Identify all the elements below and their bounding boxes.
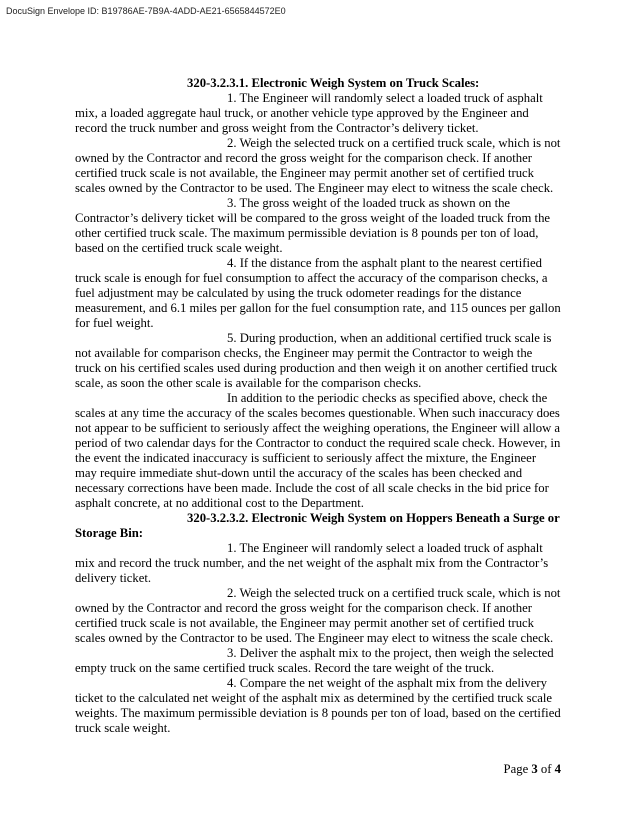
page-number [504,762,561,777]
paragraph-truck-2: 2. Weigh the selected truck on a certified truck scale, which is not owned by the Contractor and record the gross weight for the comparison check. If another certified truck scale is not available, the Engineer may permit another set of certified truck scales owned by the Contractor to be used. The Engineer may elect to witness the scale check. [75,136,561,195]
paragraph-hopper-2: 2. Weigh the selected truck on a certified truck scale, which is not owned by the Contractor and record the gross weight for the comparison check. If another certified truck scale is not available, the Engineer may permit another set of certified truck scales owned by the Contractor to be used. The Engineer may elect to witness the scale check. [75,586,561,645]
document-body [75,76,561,736]
paragraph-truck-4: 4. If the distance from the asphalt plant to the nearest certified truck scale is enough for fuel consumption to affect the accuracy of the comparison checks, a fuel adjustment may be calculated by using the truck odometer readings for the distance measurement, and 6.1 miles per gallon for the fuel consumption rate, and 115 ounces per gallon for fuel weight. [75,256,561,330]
section-heading-hoppers: 320-3.2.3.2. Electronic Weigh System on Hoppers Beneath a Surge or Storage Bin: [75,511,560,540]
page-of: of [540,762,552,776]
envelope-id: DocuSign Envelope ID: B19786AE-7B9A-4ADD-AE21-6565844572E0 [6,6,286,16]
paragraph-hopper-3: 3. Deliver the asphalt mix to the project, then weigh the selected empty truck on the same certified truck scales. Record the tare weight of the truck. [75,646,554,675]
paragraph-truck-5: 5. During production, when an additional certified truck scale is not available for comparison checks, the Engineer may permit the Contractor to weigh the truck on his certified scales used during production and then weigh it on another certified truck scale, as soon the other scale is available for the comparison checks. [75,331,558,390]
page-total: 4 [554,762,561,776]
paragraph-hopper-4: 4. Compare the net weight of the asphalt mix from the delivery ticket to the calculated net weight of the asphalt mix as determined by the certified truck scale weights. The maximum permissible deviation is 8 pounds per ton of load, based on the certified truck scale weight. [75,676,561,735]
paragraph-hopper-1: 1. The Engineer will randomly select a loaded truck of asphalt mix and record the truck number, and the net weight of the asphalt mix from the Contractor’s delivery ticket. [75,541,549,585]
page-word: Page [503,762,529,776]
paragraph-truck-1: 1. The Engineer will randomly select a loaded truck of asphalt mix, a loaded aggregate haul truck, or another vehicle type approved by the Engineer and record the truck number and gross weight from the Contractor’s delivery ticket. [75,91,543,135]
page-current: 3 [531,762,538,776]
section-heading-truck-scales: 320-3.2.3.1. Electronic Weigh System on Truck Scales: [187,76,480,90]
paragraph-truck-3: 3. The gross weight of the loaded truck as shown on the Contractor’s delivery ticket will be compared to the gross weight of the loaded truck from the other certified truck scale. The maximum permissible deviation is 8 pounds per ton of load, based on the certified truck scale weight. [75,196,551,255]
paragraph-periodic-checks: In addition to the periodic checks as specified above, check the scales at any time the accuracy of the scales becomes questionable. When such inaccuracy does not appear to be sufficient to seriously affect the weighing operations, the Engineer will allow a period of two calendar days for the Contractor to conduct the required scale check. However, in the event the indicated inaccuracy is sufficient to seriously affect the mixture, the Engineer may require immediate shut-down until the accuracy of the scales has been checked and necessary corrections have been made. Include the cost of all scale checks in the bid price for asphalt concrete, at no additional cost to the Department. [75,391,561,510]
